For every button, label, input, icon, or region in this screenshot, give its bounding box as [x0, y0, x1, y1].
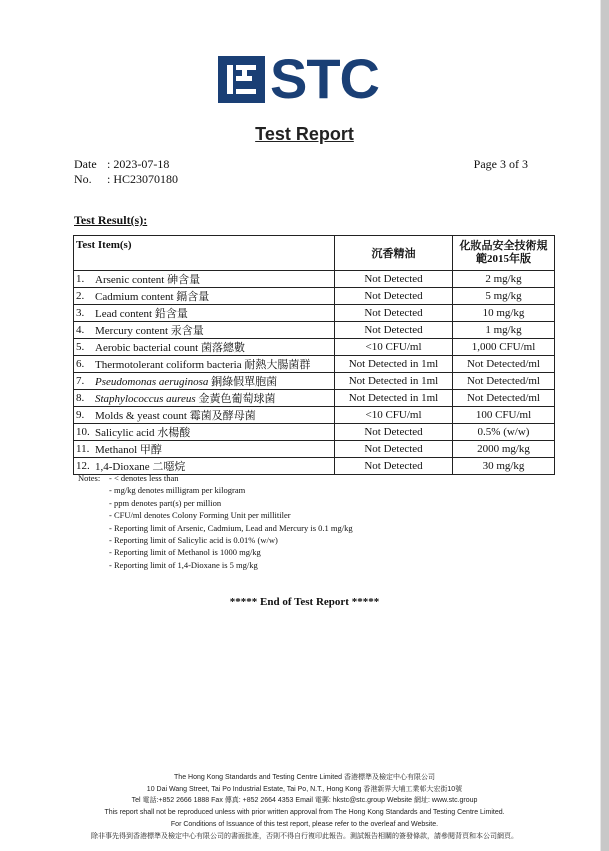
row-test-item-label: Methanol 甲醇	[95, 444, 162, 456]
row-number: 9.	[74, 407, 94, 424]
row-result: Not Detected in 1ml	[335, 390, 453, 407]
footer-line: Tel 電話:+852 2666 1888 Fax 傳真: +852 2664 4353 Email 電郵: hkstc@stc.group Website 網址: www.stc.group	[131, 797, 478, 805]
row-result: Not Detected	[335, 271, 453, 288]
row-test-item	[93, 339, 335, 356]
header-limit-standard: 化妝品安全技術規範2015年版	[453, 236, 555, 271]
section-title: Test Result(s):	[74, 213, 148, 227]
note-line: - CFU/ml denotes Colony Forming Unit per millitiler	[109, 510, 291, 521]
header-sample-result: 沉香精油	[335, 236, 453, 271]
table-row	[74, 441, 555, 458]
row-test-item	[93, 322, 335, 339]
row-limit: 2000 mg/kg	[453, 441, 555, 458]
row-limit: Not Detected/ml	[453, 356, 555, 373]
row-number: 2.	[74, 288, 94, 305]
row-result: Not Detected in 1ml	[335, 373, 453, 390]
row-limit: 30 mg/kg	[453, 458, 555, 475]
row-test-item	[93, 356, 335, 373]
row-test-item-label: Molds & yeast count 霉菌及酵母菌	[95, 410, 256, 422]
row-number: 5.	[74, 339, 94, 356]
note-line: - < denotes less than	[109, 473, 179, 483]
report-number-row	[74, 172, 178, 187]
row-result: <10 CFU/ml	[335, 339, 453, 356]
footer-line: For Conditions of Issuance of this test report, please refer to the overleaf and Website.	[170, 820, 439, 828]
report-title: Test Report	[255, 124, 354, 144]
row-test-item-label: Lead content 鉛含量	[95, 308, 188, 320]
logo-wordmark: STC	[270, 47, 379, 110]
report-number-value: : HC23070180	[107, 172, 179, 186]
row-number: 6.	[74, 356, 94, 373]
table-row	[74, 390, 555, 407]
row-test-item-label: Arsenic content 砷含量	[95, 274, 201, 286]
note-line: - ppm denotes part(s) per million	[109, 497, 222, 508]
row-result: Not Detected	[335, 288, 453, 305]
row-number: 3.	[74, 305, 94, 322]
row-test-item	[93, 424, 335, 441]
table-row	[74, 373, 555, 390]
note-line: - mg/kg denotes milligram per kilogram	[109, 485, 246, 496]
stc-logo	[218, 47, 400, 110]
row-test-item	[93, 373, 335, 390]
row-number: 7.	[74, 373, 94, 390]
row-test-item	[93, 305, 335, 322]
notes-block	[78, 472, 353, 571]
table-row	[74, 339, 555, 356]
header-test-item: Test Item(s)	[74, 236, 335, 271]
row-result: Not Detected	[335, 305, 453, 322]
row-number: 4.	[74, 322, 94, 339]
table-header-row	[74, 236, 555, 271]
footer-line: This report shall not be reproduced unless with prior written approval from The Hong Kong Standards and Testing Centre Limited.	[104, 809, 505, 817]
row-number: 8.	[74, 390, 94, 407]
row-limit: 100 CFU/ml	[453, 407, 555, 424]
table-row	[74, 424, 555, 441]
row-result: Not Detected	[335, 424, 453, 441]
row-test-item-label: 銅綠假單胞菌	[208, 376, 278, 388]
row-limit: Not Detected/ml	[453, 373, 555, 390]
row-test-item-latin: Staphylococcus aureus	[95, 393, 196, 405]
date-label: Date	[74, 157, 97, 171]
note-line: - Reporting limit of 1,4-Dioxane is 5 mg/kg	[109, 559, 258, 570]
test-results-table	[73, 235, 555, 475]
stc-logo-icon	[218, 56, 265, 103]
footer	[0, 772, 609, 842]
row-test-item	[93, 271, 335, 288]
row-limit: 1 mg/kg	[453, 322, 555, 339]
note-line: - Reporting limit of Methanol is 1000 mg/kg	[109, 547, 261, 558]
row-number: 1.	[74, 271, 94, 288]
table-row	[74, 407, 555, 424]
row-limit: 2 mg/kg	[453, 271, 555, 288]
notes-first-line	[78, 472, 353, 484]
row-result: Not Detected	[335, 322, 453, 339]
row-test-item-label: 1,4-Dioxane 二噁烷	[95, 461, 186, 473]
table-row	[74, 305, 555, 322]
row-limit: Not Detected/ml	[453, 390, 555, 407]
row-test-item-label: 金黃色葡萄球菌	[195, 393, 276, 405]
date-value: : 2023-07-18	[107, 157, 170, 171]
row-test-item	[93, 441, 335, 458]
row-test-item-label: Thermotolerant coliform bacteria 耐熱大腸菌群	[95, 359, 311, 371]
table-row	[74, 356, 555, 373]
end-of-report: ***** End of Test Report *****	[229, 596, 380, 608]
row-limit: 1,000 CFU/ml	[453, 339, 555, 356]
row-result: Not Detected	[335, 458, 453, 475]
footer-line: The Hong Kong Standards and Testing Centre Limited 香港標準及檢定中心有限公司	[174, 774, 435, 781]
notes-label: Notes:	[78, 473, 101, 483]
row-limit: 10 mg/kg	[453, 305, 555, 322]
note-line: - Reporting limit of Salicylic acid is 0.01% (w/w)	[109, 535, 278, 546]
row-number: 12.	[74, 458, 94, 475]
row-test-item-label: Salicylic acid 水楊酸	[95, 427, 191, 439]
table-row	[74, 271, 555, 288]
row-result: Not Detected	[335, 441, 453, 458]
row-test-item	[93, 407, 335, 424]
row-limit: 5 mg/kg	[453, 288, 555, 305]
row-result: <10 CFU/ml	[335, 407, 453, 424]
row-result: Not Detected in 1ml	[335, 356, 453, 373]
page-number: Page 3 of 3	[473, 157, 528, 171]
row-number: 10.	[74, 424, 94, 441]
table-row	[74, 322, 555, 339]
row-test-item-label: Cadmium content 鎘含量	[95, 291, 210, 303]
row-test-item-label: Aerobic bacterial count 菌落總數	[95, 342, 245, 354]
row-test-item-label: Mercury content 汞含量	[95, 325, 204, 337]
footer-line: 10 Dai Wang Street, Tai Po Industrial Estate, Tai Po, N.T., Hong Kong 香港新界大埔工業邨大宏街10號	[146, 785, 463, 793]
row-limit: 0.5% (w/w)	[453, 424, 555, 441]
note-line: - Reporting limit of Arsenic, Cadmium, Lead and Mercury is 0.1 mg/kg	[109, 522, 353, 533]
row-test-item	[93, 288, 335, 305]
row-number: 11.	[74, 441, 94, 458]
date-row	[74, 157, 169, 172]
report-number-label: No.	[74, 172, 92, 186]
footer-line: 除非事先得到香港標準及檢定中心有限公司的書面批准，否則不得自行複印此報告。測試報告相關的簽發條款，請參閱背頁和本公司網頁。	[91, 832, 518, 840]
row-test-item	[93, 390, 335, 407]
row-test-item-latin: Pseudomonas aeruginosa	[95, 376, 209, 388]
table-row	[74, 288, 555, 305]
